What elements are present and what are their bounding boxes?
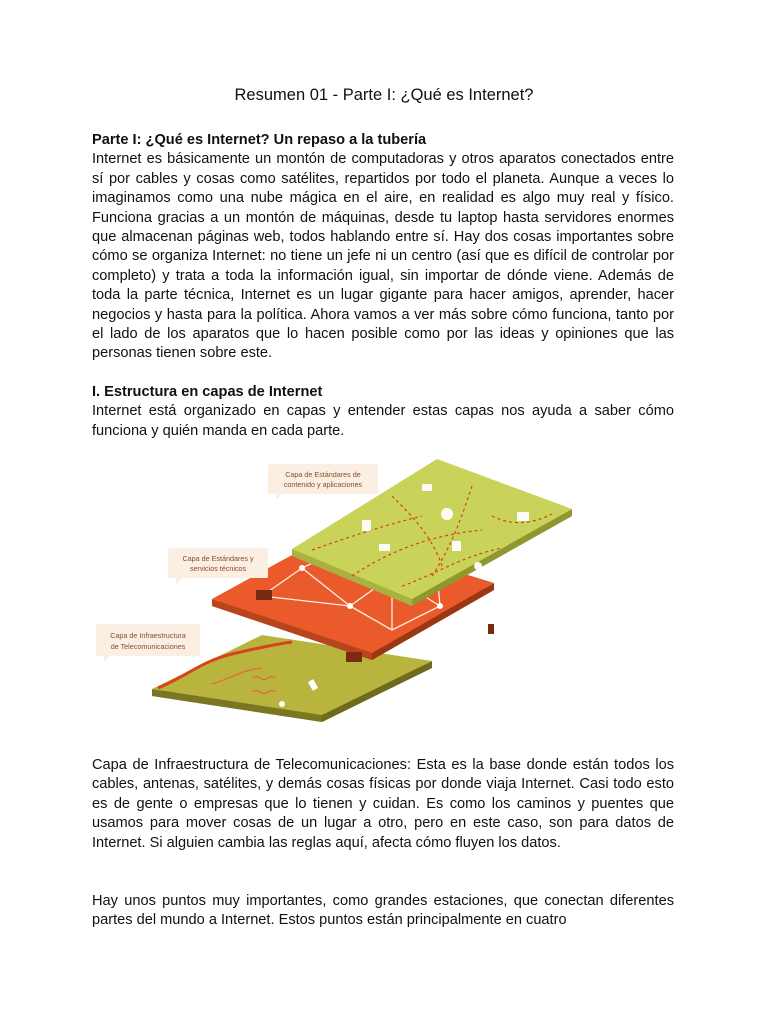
svg-text:contenido y aplicaciones: contenido y aplicaciones [283, 480, 363, 489]
section-layers-body: Internet está organizado en capas y entender estas capas nos ayuda a saber cómo funciona y quién manda en cada parte. [92, 403, 674, 439]
section-layers-heading: I. Estructura en capas de Internet [92, 384, 323, 400]
svg-text:Capa de Estándares y: Capa de Estándares y [182, 554, 254, 563]
paragraph-infrastructure: Capa de Infraestructura de Telecomunicaciones: Esta es la base donde están todos los cables, antenas, satélites, y demás cosas físicas por donde viaja Internet. Casi todo esto es de gente o empresas que lo tienen y cuidan. Es como los caminos y puentes que usamos para mover cosas de un lugar a otro, pero en este caso, son para datos de Internet. Si alguien cambia las reglas aquí, afecta cómo fluyen los datos. [92, 757, 674, 851]
svg-text:Capa de Estándares de: Capa de Estándares de [285, 470, 361, 479]
svg-text:Capa de Infraestructura: Capa de Infraestructura [110, 631, 186, 640]
paragraph-exchange-points: Hay unos puntos muy importantes, como grandes estaciones, que conectan diferentes partes del mundo a Internet. Estos puntos están principalmente en cuatro [92, 893, 674, 929]
section-intro [92, 131, 674, 364]
label-content-layer [268, 464, 378, 500]
section-intro-heading: Parte I: ¿Qué es Internet? Un repaso a la tubería [92, 132, 427, 148]
section-intro-body: Internet es básicamente un montón de computadoras y otros aparatos conectados entre sí por cables y cosas como satélites, repartidos por todo el planeta. Aunque a veces lo imaginamos como una nube mágica en el aire, en realidad es algo muy real y físico. Funciona gracias a un montón de máquinas, desde tu laptop hasta servidores enormes que almacenan páginas web, todos hablando entre sí. Hay dos cosas importantes sobre cómo se organiza Internet: no tiene un jefe ni un centro (así que es difícil de controlar por completo) y trata a toda la información igual, sin importar de dónde viene. Además de toda la parte técnica, Internet es un lugar gigante para hacer amigos, aprender, hacer negocios y hasta para la política. Ahora vamos a ver más sobre cómo funciona, tanto por el lado de los aparatos que lo hacen posible como por las ideas y opiniones que las personas tienen sobre este. [92, 151, 674, 362]
section-layers [92, 383, 674, 441]
internet-layers-illustration [92, 456, 674, 726]
document-title: Resumen 01 - Parte I: ¿Qué es Internet? [234, 86, 534, 104]
svg-text:de Telecomunicaciones: de Telecomunicaciones [110, 642, 186, 651]
label-infrastructure-layer [96, 624, 200, 662]
svg-text:servicios técnicos: servicios técnicos [189, 564, 247, 573]
